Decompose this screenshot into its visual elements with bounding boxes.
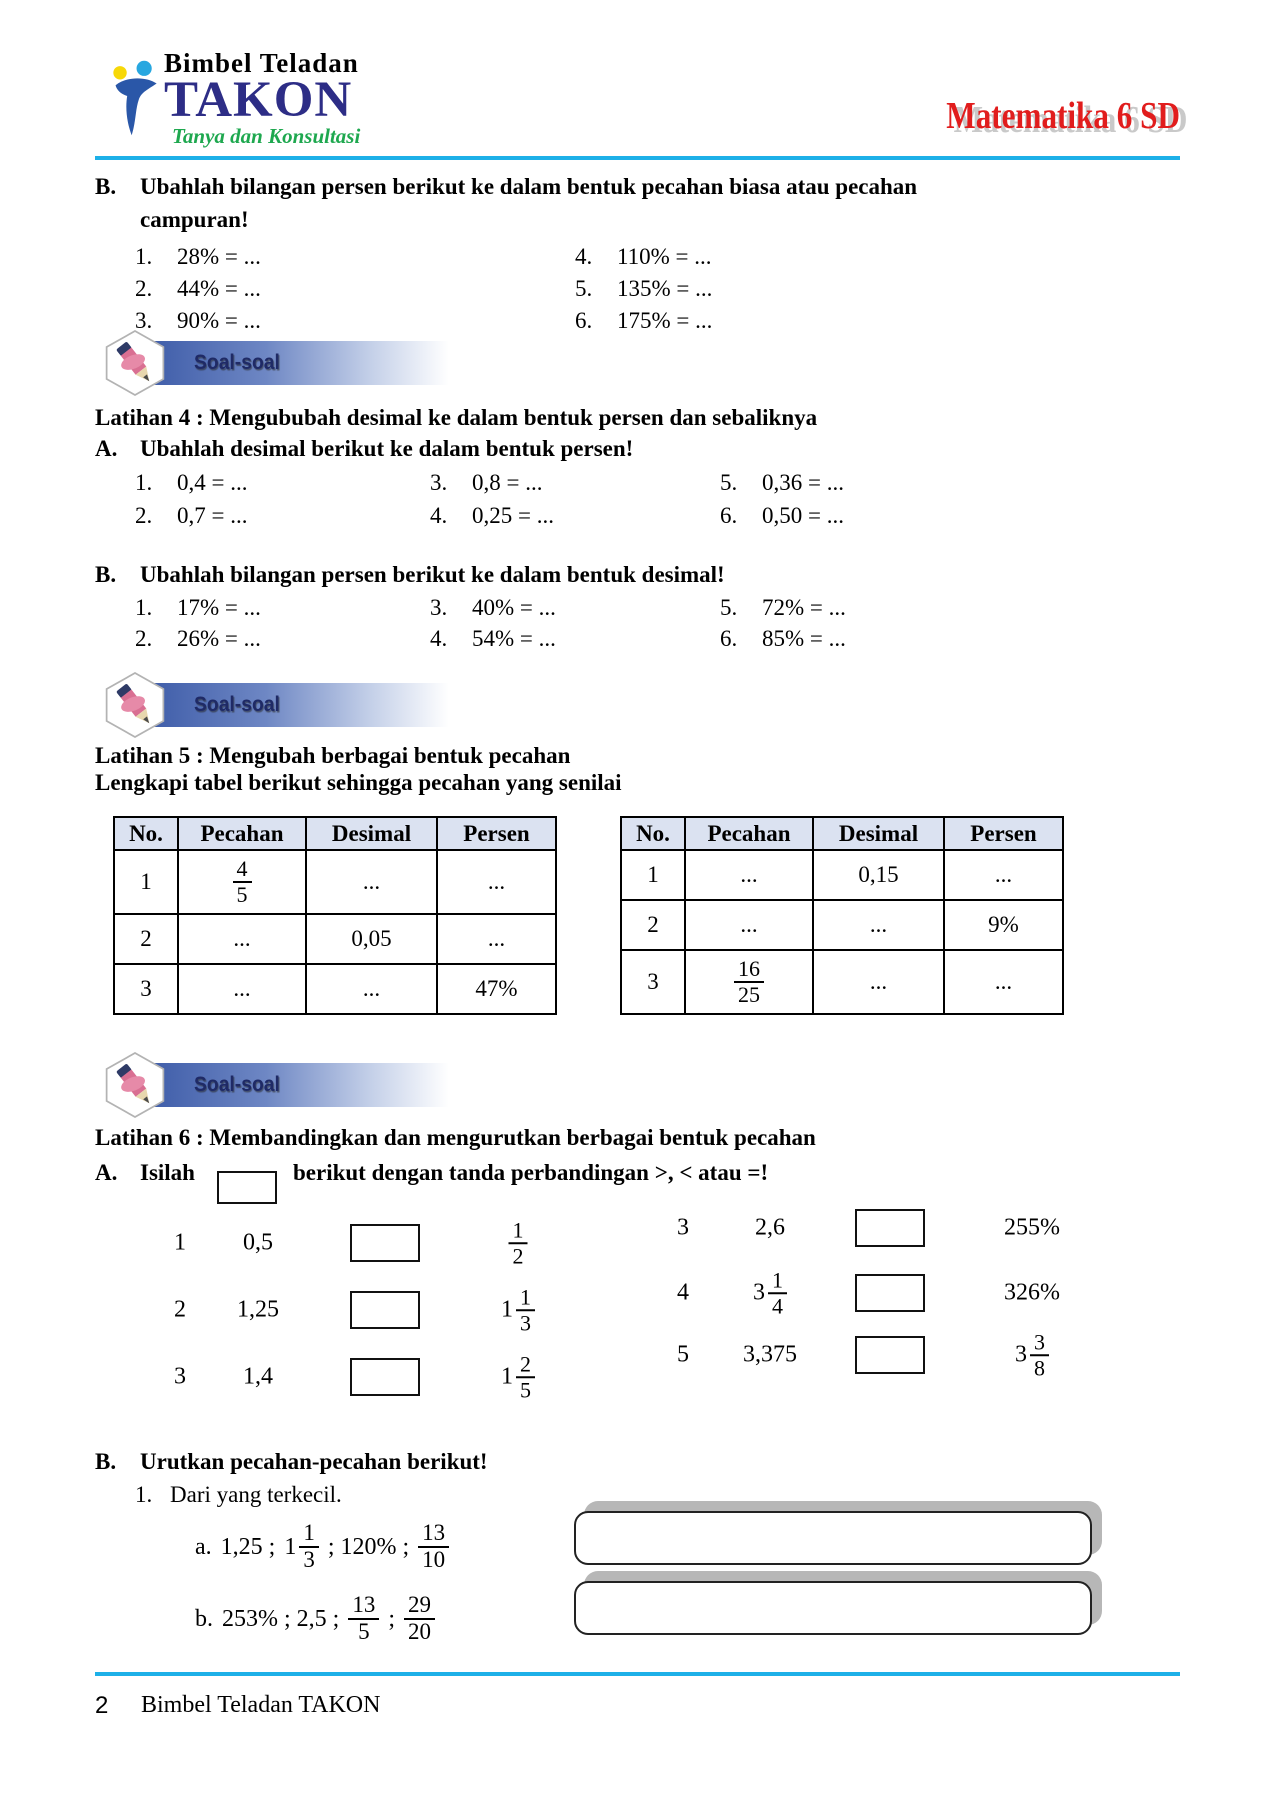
- item-text: 85% = ...: [762, 626, 846, 651]
- answer-box-a[interactable]: [574, 1511, 1092, 1565]
- right-value: [501, 1285, 535, 1335]
- table-row: [114, 850, 556, 914]
- list-item: [575, 241, 712, 273]
- cell-desimal: ...: [813, 900, 944, 950]
- footer-divider: [95, 1672, 1180, 1676]
- list-item: [430, 466, 720, 499]
- item-text: 90% = ...: [177, 308, 261, 333]
- footer-label: Bimbel Teladan TAKON: [141, 1692, 381, 1718]
- cell-desimal: ...: [306, 964, 437, 1014]
- left-value: 3,375: [743, 1341, 797, 1368]
- comparison-box[interactable]: [855, 1274, 925, 1312]
- item-number: 4.: [430, 503, 448, 528]
- item-number: 4.: [430, 626, 448, 651]
- cell-no: 3: [114, 964, 178, 1014]
- list-item: [430, 592, 720, 623]
- fraction-denominator: 25: [734, 981, 764, 1007]
- conversion-table-2: [620, 816, 1064, 1015]
- takon-logo: [112, 50, 360, 147]
- col-header-desimal: Desimal: [813, 817, 944, 850]
- fraction-denominator: 5: [516, 1376, 535, 1402]
- pencil-icon: [101, 330, 169, 396]
- item-letter: a.: [195, 1533, 212, 1560]
- page-footer: [95, 1672, 1180, 1720]
- item-number: 6.: [720, 503, 738, 528]
- item-number: 2.: [135, 626, 153, 651]
- cell-no: 1: [114, 850, 178, 914]
- row-number: 2: [174, 1296, 186, 1323]
- latihan6b-title: Urutkan pecahan-pecahan berikut!: [140, 1449, 488, 1474]
- row-number: 1: [174, 1229, 186, 1256]
- fraction-numerator: 1: [520, 1284, 531, 1310]
- fraction-numerator: 4: [236, 856, 248, 882]
- item-number: 5.: [720, 595, 738, 620]
- item-text: 40% = ...: [472, 595, 556, 620]
- cell-desimal: 0,05: [306, 914, 437, 964]
- latihan4-title: Latihan 4 : Mengububah desimal ke dalam bentuk persen dan sebaliknya: [95, 405, 818, 430]
- banner-label: Soal-soal: [194, 351, 280, 374]
- item-text: 54% = ...: [472, 626, 556, 651]
- section-persen-ke-pecahan: [95, 170, 1180, 337]
- item-text: 0,50 = ...: [762, 503, 844, 528]
- left-value: 1,25: [237, 1296, 279, 1323]
- comparison-box[interactable]: [855, 1209, 925, 1247]
- col-header-desimal: Desimal: [306, 817, 437, 850]
- fraction: [418, 1521, 449, 1573]
- table-header-row: [114, 817, 556, 850]
- table-header-row: [621, 817, 1063, 850]
- item-text: 28% = ...: [177, 244, 261, 269]
- item-text: 0,8 = ...: [472, 470, 543, 495]
- fraction-denominator: 3: [516, 1309, 535, 1335]
- table-row: [114, 914, 556, 964]
- item-text: 253% ; 2,5 ;: [222, 1605, 340, 1632]
- comparison-box[interactable]: [350, 1224, 420, 1262]
- left-value: 2,6: [755, 1214, 785, 1241]
- latihan6b: [95, 1448, 1180, 1680]
- fraction-numerator: 1: [772, 1267, 783, 1293]
- item-text: 175% = ...: [617, 308, 713, 333]
- fraction-denominator: 5: [348, 1618, 379, 1645]
- fraction-numerator: 1: [303, 1520, 315, 1546]
- item-letter: b.: [195, 1605, 213, 1632]
- subject-title: Matematika 6 SD: [946, 95, 1180, 137]
- latihan4a-title: Ubahlah desimal berikut ke dalam bentuk persen!: [140, 436, 634, 461]
- cell-no: 1: [621, 850, 685, 900]
- logo-line1: Bimbel Teladan: [164, 48, 359, 78]
- cell-persen: ...: [944, 850, 1063, 900]
- item-number: 5.: [575, 276, 593, 301]
- section-latihan-5: [95, 742, 1180, 1015]
- latihan6b-label: B.: [95, 1449, 117, 1474]
- comparison-box[interactable]: [855, 1336, 925, 1374]
- cell-desimal: ...: [306, 850, 437, 914]
- item-column-2: [575, 241, 712, 337]
- mixed-whole: 3: [1015, 1341, 1027, 1368]
- soal-soal-banner: [95, 1052, 1180, 1118]
- row-number: 4: [677, 1279, 689, 1306]
- cell-persen: ...: [944, 950, 1063, 1014]
- latihan4a-items: [135, 466, 1180, 532]
- latihan6a-label: A.: [95, 1160, 118, 1185]
- latihan4b: [95, 561, 1180, 654]
- col-header-no: No.: [621, 817, 685, 850]
- item-number: 6.: [720, 626, 738, 651]
- cell-no: 3: [621, 950, 685, 1014]
- fraction-numerator: 3: [1034, 1329, 1045, 1355]
- cell-pecahan: ...: [685, 900, 813, 950]
- cell-pecahan: ...: [685, 850, 813, 900]
- row-number: 3: [174, 1363, 186, 1390]
- header-divider: [95, 156, 1180, 160]
- cell-no: 2: [114, 914, 178, 964]
- item-text: 1,25 ;: [220, 1533, 276, 1560]
- table-row: [621, 900, 1063, 950]
- mixed-whole: 3: [753, 1279, 765, 1306]
- latihan4a-label: A.: [95, 436, 118, 461]
- item-number: 6.: [575, 308, 593, 333]
- right-value: 255%: [1004, 1214, 1060, 1241]
- latihan6-title: Latihan 6 : Membandingkan dan mengurutkan berbagai bentuk pecahan: [95, 1125, 816, 1150]
- latihan5-subtitle: Lengkapi tabel berikut sehingga pecahan yang senilai: [95, 770, 622, 795]
- latihan4b-label: B.: [95, 562, 117, 587]
- pencil-icon: [101, 1052, 169, 1118]
- item-list: [95, 241, 1180, 337]
- page-number: 2: [95, 1692, 109, 1719]
- row-number: 5: [677, 1341, 689, 1368]
- latihan5-title: Latihan 5 : Mengubah berbagai bentuk pecahan: [95, 743, 571, 768]
- conversion-tables: [113, 816, 1180, 1015]
- conversion-table-1: [113, 816, 557, 1015]
- item-number: 2.: [135, 276, 153, 301]
- cell-desimal: ...: [813, 950, 944, 1014]
- fraction: [404, 1593, 435, 1645]
- list-item: [135, 499, 430, 532]
- right-value: [1015, 1330, 1049, 1380]
- logo-text: [164, 50, 360, 147]
- col-header-pecahan: Pecahan: [685, 817, 813, 850]
- fraction-numerator: 29: [408, 1592, 431, 1618]
- cell-pecahan: [685, 950, 813, 1014]
- latihan4b-items: [135, 592, 1180, 654]
- item-text: 44% = ...: [177, 276, 261, 301]
- comparison-box[interactable]: [350, 1291, 420, 1329]
- list-item: [135, 592, 430, 623]
- list-item: [720, 499, 844, 532]
- list-item: [135, 466, 430, 499]
- left-value: 1,4: [243, 1363, 273, 1390]
- mixed-number: [284, 1521, 319, 1573]
- cell-persen: 9%: [944, 900, 1063, 950]
- item-text: ;: [388, 1605, 395, 1632]
- banner-label: Soal-soal: [194, 1073, 280, 1096]
- banner-bar: [150, 341, 455, 385]
- item-text: 0,36 = ...: [762, 470, 844, 495]
- section-label: B.: [95, 174, 117, 199]
- row-number: 3: [677, 1214, 689, 1241]
- fraction-denominator: 4: [768, 1292, 787, 1318]
- page-header: [95, 0, 1180, 162]
- item-text: 72% = ...: [762, 595, 846, 620]
- banner-label: Soal-soal: [194, 693, 280, 716]
- fraction-numerator: 16: [738, 956, 760, 982]
- item-text: 0,7 = ...: [177, 503, 248, 528]
- fraction-numerator: 13: [352, 1592, 376, 1618]
- logo-name: TAKON: [164, 72, 353, 128]
- list-item: [720, 623, 846, 654]
- item-number: 3.: [430, 470, 448, 495]
- fraction-numerator: 2: [520, 1351, 531, 1377]
- col-header-persen: Persen: [944, 817, 1063, 850]
- fraction: [348, 1593, 379, 1645]
- table-row: [114, 964, 556, 1014]
- item-text: 110% = ...: [617, 244, 712, 269]
- fraction-denominator: 10: [418, 1546, 449, 1573]
- latihan4b-title: Ubahlah bilangan persen berikut ke dalam bentuk desimal!: [140, 562, 725, 587]
- right-value: [509, 1218, 528, 1268]
- item-text: ; 120% ;: [327, 1533, 410, 1560]
- mixed-whole: 1: [284, 1533, 297, 1560]
- item-number: 5.: [720, 470, 738, 495]
- comparison-box[interactable]: [350, 1358, 420, 1396]
- fraction-denominator: 20: [404, 1618, 435, 1645]
- right-value: 326%: [1004, 1279, 1060, 1306]
- instruction-post: berikut dengan tanda perbandingan >, < atau =!: [292, 1160, 769, 1185]
- fraction-numerator: 13: [422, 1520, 446, 1546]
- left-value: [753, 1268, 787, 1318]
- table-row: [621, 950, 1063, 1014]
- cell-persen: ...: [437, 914, 556, 964]
- sub-text: Dari yang terkecil.: [170, 1482, 342, 1507]
- item-text: 26% = ...: [177, 626, 261, 651]
- list-item: [135, 623, 430, 654]
- table-row: [621, 850, 1063, 900]
- item-text: 135% = ...: [617, 276, 713, 301]
- pencil-icon: [101, 672, 169, 738]
- sub-number: 1.: [135, 1482, 153, 1507]
- list-item: [430, 623, 720, 654]
- item-number: 1.: [135, 244, 153, 269]
- right-value: [501, 1352, 535, 1402]
- section-latihan-4: [95, 404, 1180, 654]
- item-number: 1.: [135, 470, 153, 495]
- list-item: [720, 592, 846, 623]
- cell-no: 2: [621, 900, 685, 950]
- banner-bar: [150, 1063, 455, 1107]
- section-title: [140, 170, 917, 236]
- fraction-denominator: 2: [509, 1242, 528, 1268]
- soal-soal-banner: [95, 672, 1180, 738]
- cell-desimal: 0,15: [813, 850, 944, 900]
- soal-soal-banner: [95, 330, 1180, 396]
- fraction-denominator: 3: [299, 1546, 319, 1573]
- left-value: 0,5: [243, 1229, 273, 1256]
- cell-persen: ...: [437, 850, 556, 914]
- list-item: [720, 466, 844, 499]
- takon-logo-icon: [112, 54, 162, 147]
- fraction-denominator: 5: [233, 881, 252, 907]
- item-number: 4.: [575, 244, 593, 269]
- item-text: 0,4 = ...: [177, 470, 248, 495]
- list-item: [430, 499, 720, 532]
- banner-bar: [150, 683, 455, 727]
- cell-pecahan: ...: [178, 964, 306, 1014]
- col-header-no: No.: [114, 817, 178, 850]
- cell-persen: 47%: [437, 964, 556, 1014]
- answer-box-b[interactable]: [574, 1581, 1092, 1635]
- section-latihan-6: [95, 1124, 1180, 1684]
- mixed-whole: 1: [501, 1363, 513, 1390]
- item-number: 2.: [135, 503, 153, 528]
- fraction-numerator: 1: [512, 1217, 524, 1243]
- instruction-pre: Isilah: [140, 1160, 195, 1185]
- col-header-pecahan: Pecahan: [178, 817, 306, 850]
- item-text: 17% = ...: [177, 595, 261, 620]
- col-header-persen: Persen: [437, 817, 556, 850]
- mixed-whole: 1: [501, 1296, 513, 1323]
- item-number: 1.: [135, 595, 153, 620]
- cell-pecahan: [178, 850, 306, 914]
- item-number: 3.: [135, 308, 153, 333]
- list-item: [575, 273, 712, 305]
- section-title-line1: Ubahlah bilangan persen berikut ke dalam bentuk pecahan biasa atau pecahan: [140, 174, 918, 199]
- comparison-exercise: [95, 1195, 1180, 1449]
- cell-pecahan: ...: [178, 914, 306, 964]
- logo-tagline: Tanya dan Konsultasi: [172, 123, 361, 148]
- section-title-line2: campuran!: [140, 207, 249, 232]
- fraction-denominator: 8: [1030, 1354, 1049, 1380]
- item-number: 3.: [430, 595, 448, 620]
- item-text: 0,25 = ...: [472, 503, 554, 528]
- latihan6a-instruction: [95, 1158, 1180, 1191]
